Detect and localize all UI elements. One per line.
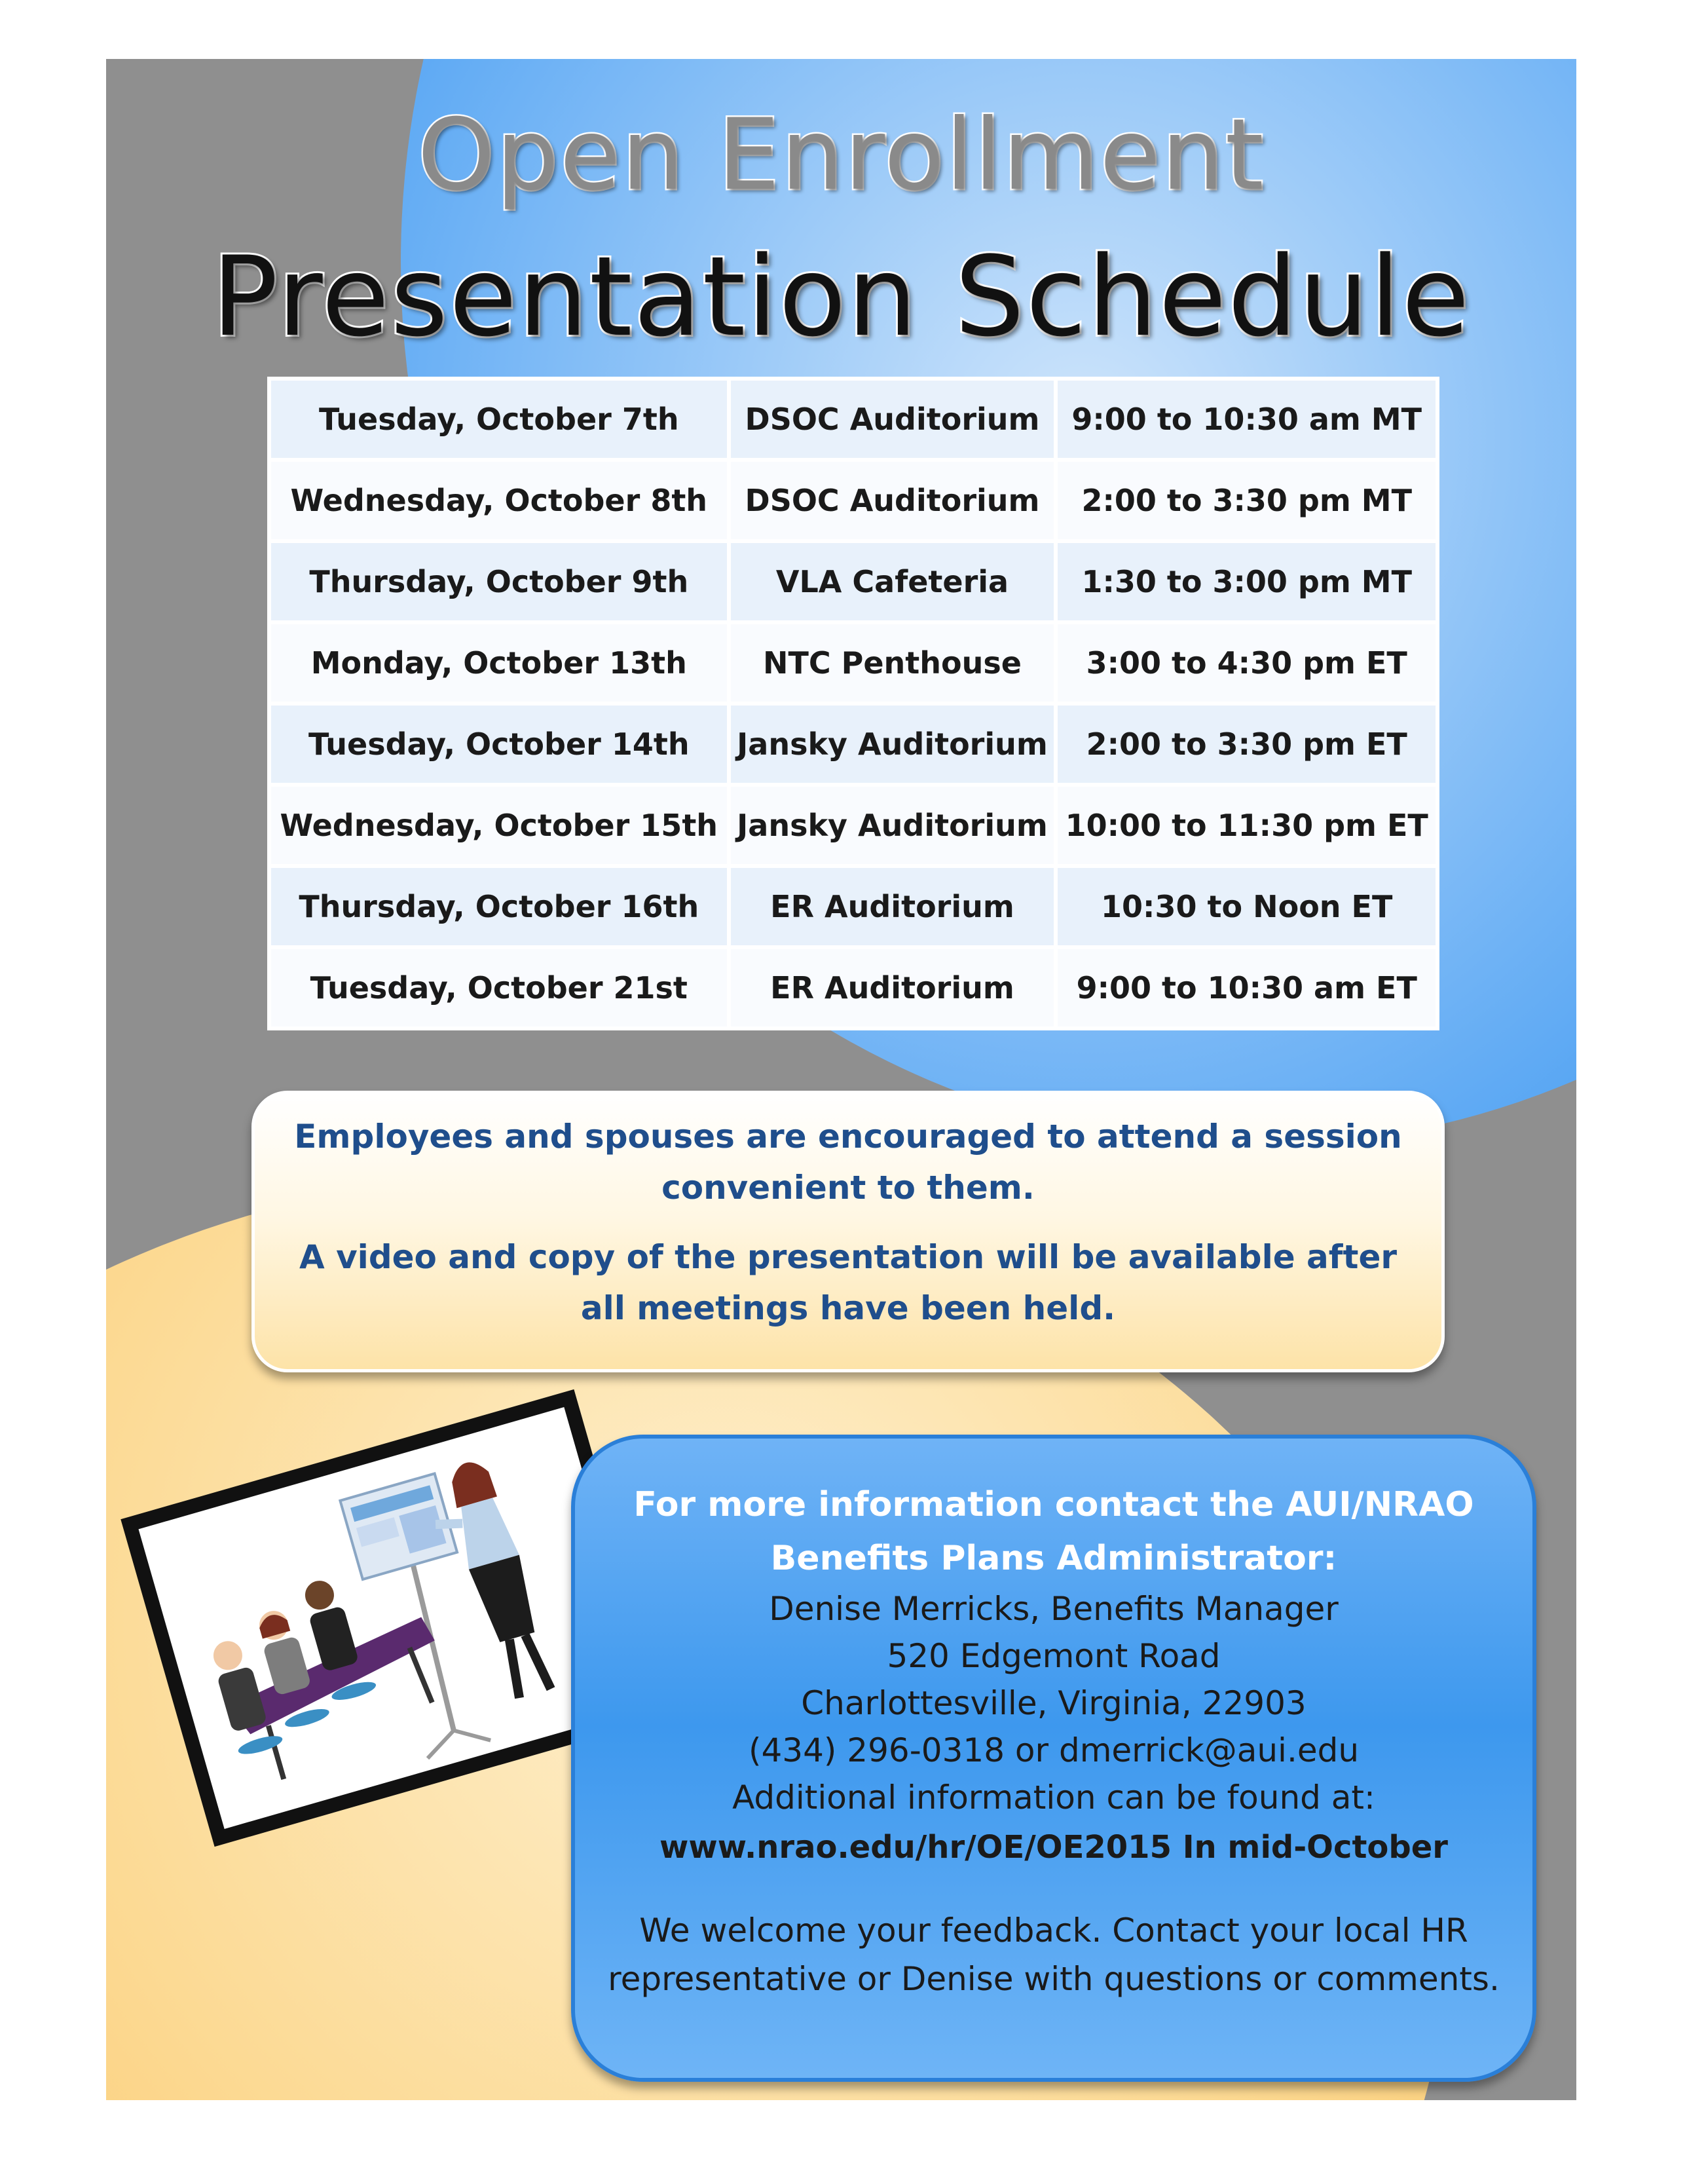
schedule-row [271,543,1436,620]
schedule-date: Wednesday, October 8th [271,462,727,539]
contact-heading-line-1: For more information contact the AUI/NRAO [633,1485,1474,1524]
schedule-location: ER Auditorium [731,949,1054,1026]
schedule-row [271,868,1436,945]
note-line-1: Employees and spouses are encouraged to attend a session convenient to them. [294,1118,1402,1207]
schedule-time: 9:00 to 10:30 am ET [1058,949,1436,1026]
schedule-date: Thursday, October 16th [271,868,727,945]
schedule-row [271,787,1436,864]
schedule-location: VLA Cafeteria [731,543,1054,620]
contact-phone-email: (434) 296-0318 or dmerrick@aui.edu [748,1731,1360,1769]
schedule-table [267,377,1439,1030]
schedule-date: Tuesday, October 21st [271,949,727,1026]
contact-name: Denise Merricks, Benefits Manager [769,1590,1339,1628]
feedback-line-1: We welcome your feedback. Contact your local HR [639,1911,1468,1949]
schedule-location: ER Auditorium [731,868,1054,945]
attendance-note [251,1091,1445,1372]
schedule-time: 1:30 to 3:00 pm MT [1058,543,1436,620]
schedule-date: Tuesday, October 14th [271,706,727,783]
schedule-location: DSOC Auditorium [731,381,1054,458]
schedule-date: Thursday, October 9th [271,543,727,620]
schedule-location: NTC Penthouse [731,624,1054,702]
schedule-time: 10:00 to 11:30 pm ET [1058,787,1436,864]
schedule-date: Wednesday, October 15th [271,787,727,864]
schedule-location: Jansky Auditorium [731,787,1054,864]
schedule-row [271,949,1436,1026]
schedule-row [271,706,1436,783]
schedule-time: 2:00 to 3:30 pm MT [1058,462,1436,539]
contact-url: www.nrao.edu/hr/OE/OE2015 In mid-October [659,1829,1448,1866]
schedule-time: 10:30 to Noon ET [1058,868,1436,945]
feedback-line-2: representative or Denise with questions or comments. [608,1960,1500,1998]
poster [106,59,1576,2100]
contact-additional-info: Additional information can be found at: [732,1779,1375,1817]
schedule-row [271,624,1436,702]
contact-info-box [571,1435,1536,2082]
schedule-location: DSOC Auditorium [731,462,1054,539]
schedule-time: 3:00 to 4:30 pm ET [1058,624,1436,702]
schedule-row [271,462,1436,539]
note-line-2: A video and copy of the presentation will be available after all meetings have been held. [299,1238,1398,1327]
schedule-date: Monday, October 13th [271,624,727,702]
schedule-row [271,381,1436,458]
schedule-date: Tuesday, October 7th [271,381,727,458]
title-line-1: Open Enrollment [417,98,1265,212]
contact-city: Charlottesville, Virginia, 22903 [801,1684,1307,1722]
schedule-time: 2:00 to 3:30 pm ET [1058,706,1436,783]
title-line-2: Presentation Schedule [212,233,1471,361]
contact-heading-line-2: Benefits Plans Administrator: [770,1539,1337,1578]
schedule-location: Jansky Auditorium [731,706,1054,783]
feedback-text [575,1906,1532,2003]
contact-street: 520 Edgemont Road [887,1637,1221,1675]
schedule-time: 9:00 to 10:30 am MT [1058,381,1436,458]
